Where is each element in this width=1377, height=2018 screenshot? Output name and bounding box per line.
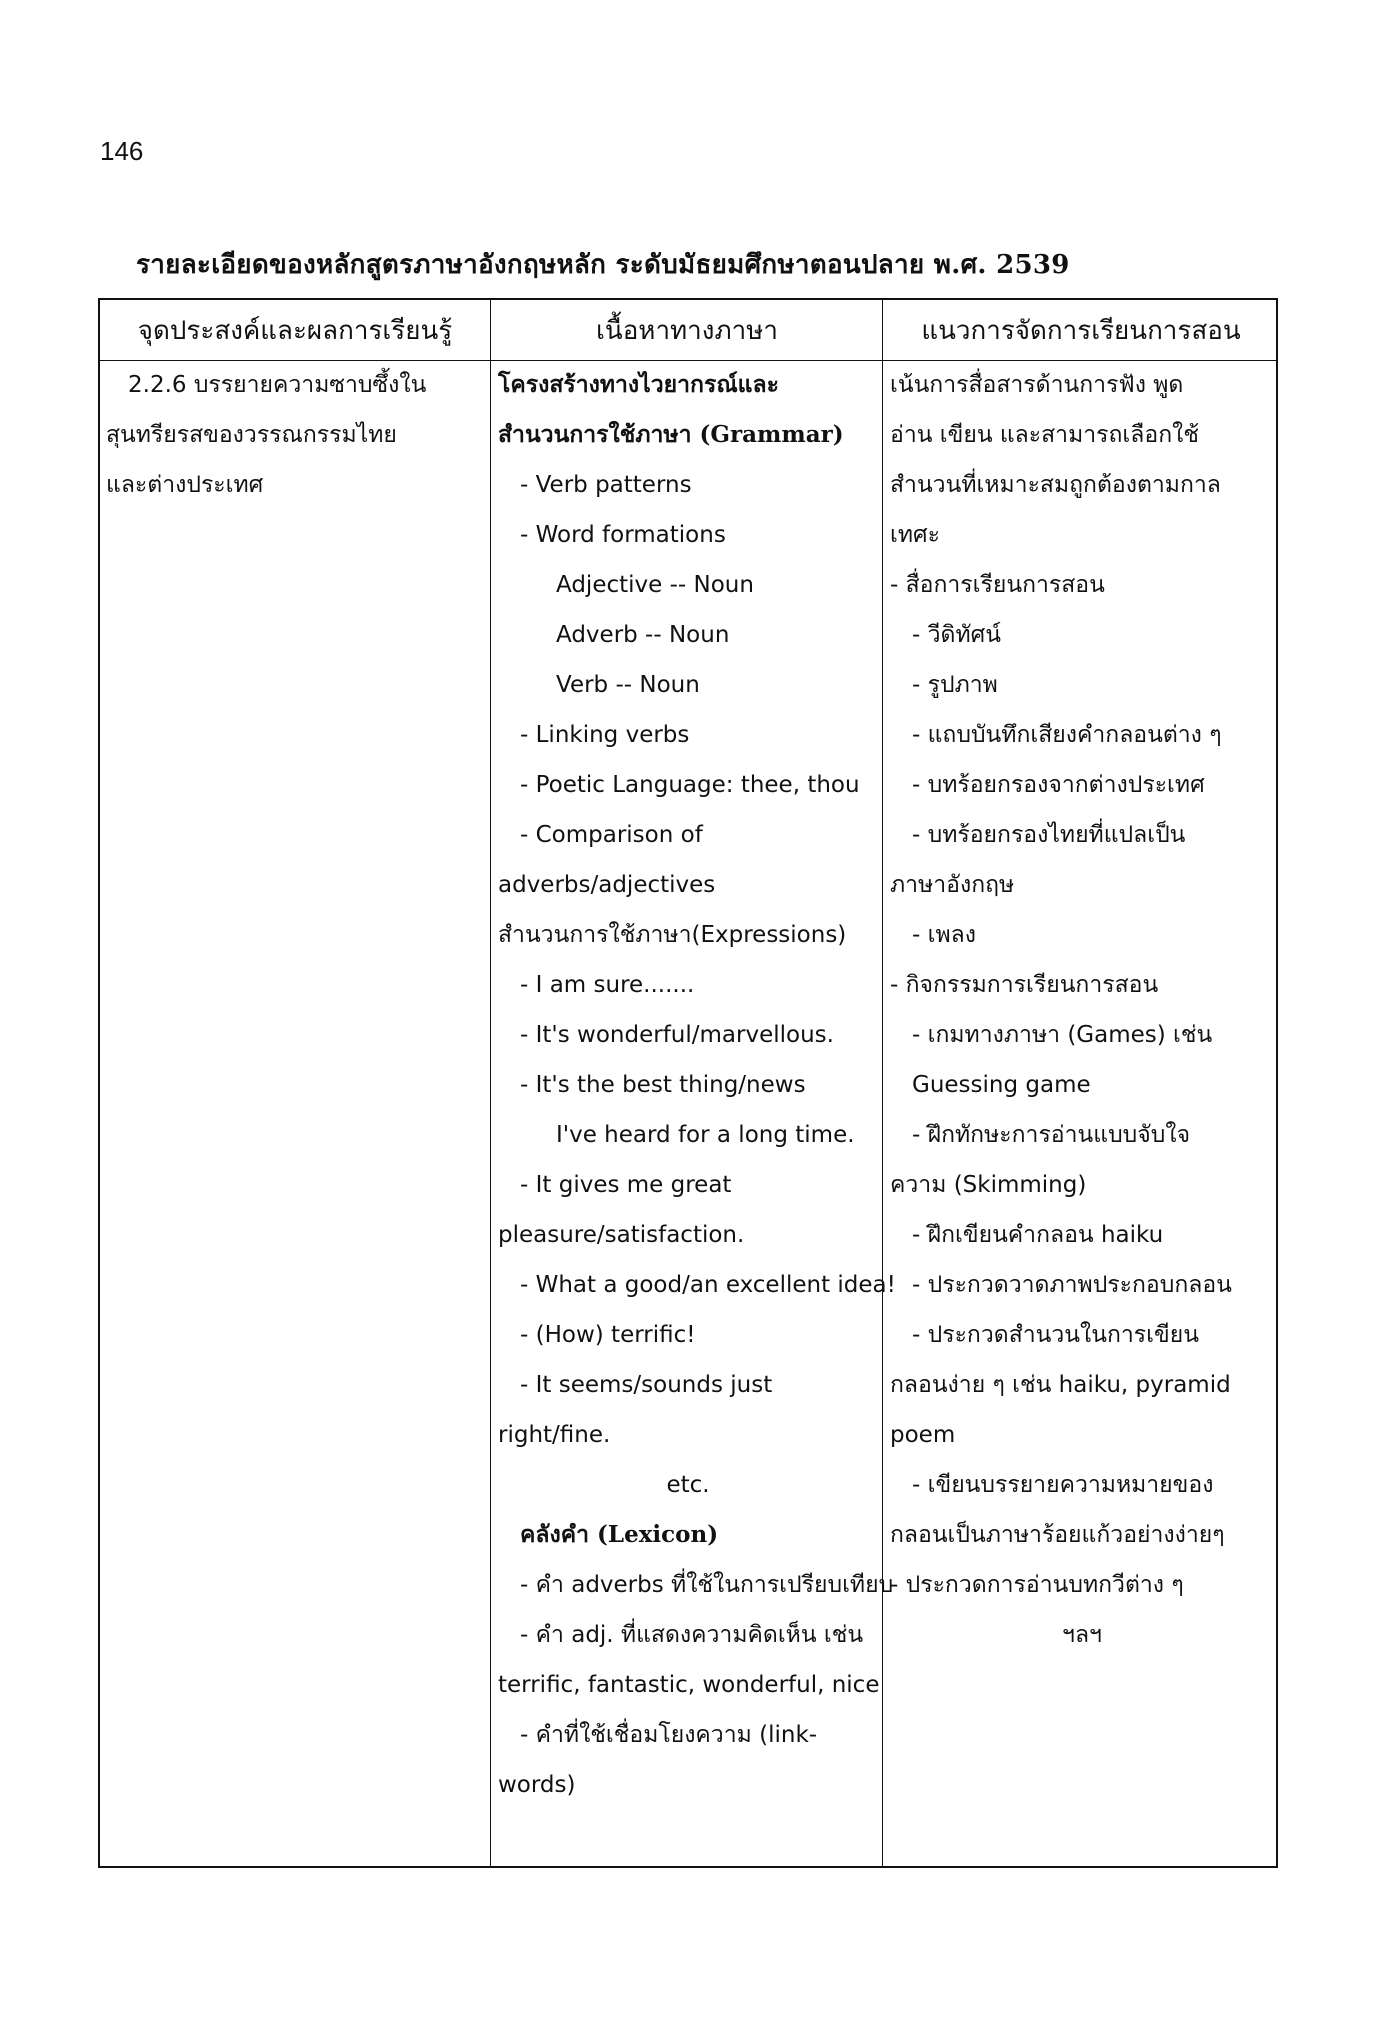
document-title: รายละเอียดของหลักสูตรภาษาอังกฤษหลัก ระดับมัธยมศึกษาตอนปลาย พ.ศ. 2539 bbox=[136, 250, 1070, 280]
content-line: - What a good/an excellent idea! bbox=[520, 1272, 896, 1298]
content-line: - It seems/sounds just bbox=[520, 1372, 773, 1398]
approach-line: เน้นการสื่อสารด้านการฟัง พูด bbox=[890, 372, 1184, 398]
curriculum-table bbox=[98, 298, 1278, 1868]
content-line: I've heard for a long time. bbox=[556, 1122, 855, 1148]
approach-line: - เขียนบรรยายความหมายของ bbox=[912, 1472, 1214, 1498]
content-line: words) bbox=[498, 1772, 576, 1798]
approach-line: - ประกวดสำนวนในการเขียน bbox=[912, 1322, 1199, 1348]
content-line: terrific, fantastic, wonderful, nice bbox=[498, 1672, 880, 1698]
approach-line: - เกมทางภาษา (Games) เช่น bbox=[912, 1022, 1213, 1048]
approach-line: อ่าน เขียน และสามารถเลือกใช้ bbox=[890, 422, 1199, 448]
column-divider bbox=[882, 300, 883, 1866]
content-line: - Linking verbs bbox=[520, 722, 690, 748]
approach-line: ฯลฯ bbox=[1062, 1622, 1102, 1648]
content-line: - Comparison of bbox=[520, 822, 703, 848]
approach-line: - ประกวดการอ่านบทกวีต่าง ๆ bbox=[890, 1572, 1184, 1598]
language-content-column bbox=[498, 360, 896, 1810]
approach-line: Guessing game bbox=[912, 1072, 1091, 1098]
approach-line: - แถบบันทึกเสียงคำกลอนต่าง ๆ bbox=[912, 722, 1222, 748]
content-line: - It gives me great bbox=[520, 1172, 732, 1198]
approach-line: - สื่อการเรียนการสอน bbox=[890, 572, 1105, 598]
approach-line: - ฝึกเขียนคำกลอน haiku bbox=[912, 1222, 1164, 1248]
objective-line: และต่างประเทศ bbox=[106, 472, 264, 498]
content-line: สำนวนการใช้ภาษา(Expressions) bbox=[498, 922, 847, 948]
approach-line: - วีดิทัศน์ bbox=[912, 622, 1001, 648]
content-line: etc. bbox=[666, 1472, 710, 1498]
content-line: - (How) terrific! bbox=[520, 1322, 696, 1348]
approach-line: - ประกวดวาดภาพประกอบกลอน bbox=[912, 1272, 1232, 1298]
objectives-column bbox=[106, 360, 484, 510]
header-teaching-approach: แนวการจัดการเรียนการสอน bbox=[921, 315, 1241, 346]
approach-line: - ฝึกทักษะการอ่านแบบจับใจ bbox=[912, 1122, 1191, 1148]
content-line: โครงสร้างทางไวยากรณ์และ bbox=[498, 371, 779, 398]
content-line: - It's wonderful/marvellous. bbox=[520, 1022, 834, 1048]
content-line: - Verb patterns bbox=[520, 472, 692, 498]
objective-line: 2.2.6 บรรยายความซาบซึ้งใน bbox=[128, 372, 427, 398]
content-line: - Poetic Language: thee, thou bbox=[520, 772, 860, 798]
approach-line: กลอนง่าย ๆ เช่น haiku, pyramid bbox=[890, 1372, 1231, 1398]
content-line: - It's the best thing/news bbox=[520, 1072, 806, 1098]
approach-line: สำนวนที่เหมาะสมถูกต้องตามกาล bbox=[890, 472, 1221, 498]
approach-line: ความ (Skimming) bbox=[890, 1172, 1087, 1198]
approach-line: - รูปภาพ bbox=[912, 672, 998, 698]
content-line: - คำที่ใช้เชื่อมโยงความ (link- bbox=[520, 1722, 818, 1748]
page-number: 146 bbox=[100, 136, 144, 166]
content-line: - I am sure....... bbox=[520, 972, 695, 998]
approach-line: - บทร้อยกรองจากต่างประเทศ bbox=[912, 772, 1205, 798]
content-line: - คำ adverbs ที่ใช้ในการเปรียบเทียบ bbox=[520, 1572, 894, 1598]
approach-line: กลอนเป็นภาษาร้อยแก้วอย่างง่ายๆ bbox=[890, 1522, 1225, 1548]
teaching-approach-column bbox=[890, 360, 1274, 1660]
column-divider bbox=[490, 300, 491, 1866]
content-line: คลังคำ (Lexicon) bbox=[520, 1521, 719, 1548]
approach-line: ภาษาอังกฤษ bbox=[890, 872, 1015, 898]
approach-line: - เพลง bbox=[912, 922, 976, 948]
header-objectives: จุดประสงค์และผลการเรียนรู้ bbox=[137, 315, 453, 346]
content-line: Adverb -- Noun bbox=[556, 622, 730, 648]
approach-line: poem bbox=[890, 1422, 956, 1448]
content-line: adverbs/adjectives bbox=[498, 872, 716, 898]
approach-line: เทศะ bbox=[890, 522, 940, 548]
content-line: Adjective -- Noun bbox=[556, 572, 754, 598]
objective-line: สุนทรียรสของวรรณกรรมไทย bbox=[106, 422, 397, 448]
content-line: - คำ adj. ที่แสดงความคิดเห็น เช่น bbox=[520, 1622, 864, 1648]
approach-line: - บทร้อยกรองไทยที่แปลเป็น bbox=[912, 822, 1186, 848]
content-line: - Word formations bbox=[520, 522, 726, 548]
header-language-content: เนื้อหาทางภาษา bbox=[596, 315, 778, 346]
content-line: สำนวนการใช้ภาษา (Grammar) bbox=[498, 421, 844, 448]
content-line: pleasure/satisfaction. bbox=[498, 1222, 745, 1248]
approach-line: - กิจกรรมการเรียนการสอน bbox=[890, 972, 1159, 998]
content-line: right/fine. bbox=[498, 1422, 611, 1448]
content-line: Verb -- Noun bbox=[556, 672, 700, 698]
